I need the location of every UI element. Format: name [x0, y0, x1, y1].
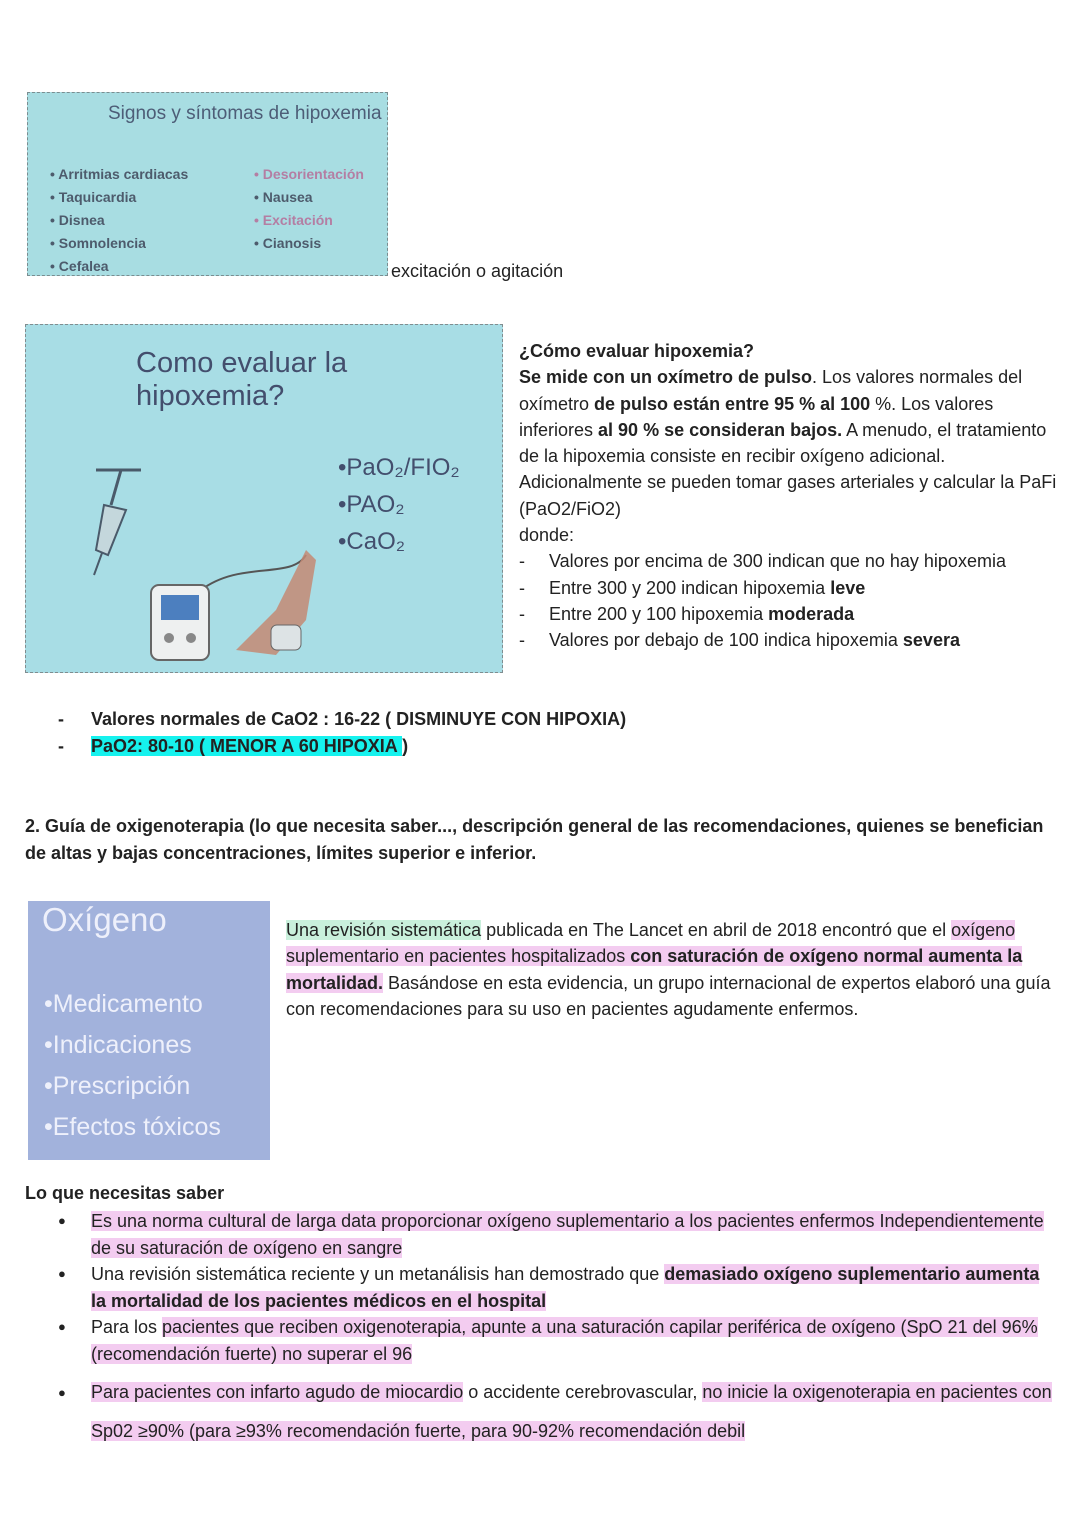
list-item: ● Es una norma cultural de larga data proporcionar oxígeno suplementario a los pacientes enfermos Independientemente de su saturación de oxígeno en sangre [58, 1208, 1058, 1261]
list-item: ● Una revisión sistemática reciente y un metanálisis han demostrado que demasiado oxígeno suplementario aumenta la mortalidad de los pacientes médicos en el hospital [58, 1261, 1058, 1314]
list-item: - Valores por encima de 300 indican que no hay hipoxemia [519, 548, 1059, 574]
slide3-title: Oxígeno [42, 901, 167, 938]
slide2-title: Como evaluar la hipoxemia? [136, 347, 348, 412]
list-item: - Valores normales de CaO2 : 16-22 ( DISMINUYE CON HIPOXIA) [58, 706, 958, 733]
list-item: •Efectos tóxicos [44, 1113, 221, 1141]
evaluation-text [519, 338, 1059, 654]
section-heading: 2. Guía de oxigenoterapia (lo que necesita saber..., descripción general de las recomendaciones, quienes se benefician de altas y bajas concentraciones, límites superior e inferior. [25, 816, 1044, 863]
slide-oxigeno [28, 901, 270, 1160]
slide-evaluar-hipoxemia [25, 324, 503, 673]
slide1-caption: excitación o agitación [391, 261, 564, 281]
list-item: • Cefalea [50, 258, 109, 274]
evaluation-paragraph: Se mide con un oxímetro de pulso. Los valores normales del oxímetro de pulso están entre 95 % al 100 %. Los valores inferiores al 90 % se consideran bajos. A menudo, el tratamiento de la hipoxemia consiste en recibir oxígeno adicional. [519, 367, 1047, 467]
list-item: • Excitación [254, 212, 333, 228]
list-item: •CaO₂ [338, 528, 406, 555]
list-item: - PaO2: 80-10 ( MENOR A 60 HIPOXIA ) [58, 733, 958, 760]
slide1-left-list [50, 163, 188, 278]
list-item: - Entre 300 y 200 indican hipoxemia leve [519, 575, 1059, 601]
list-item: - Entre 200 y 100 hipoxemia moderada [519, 601, 1059, 627]
syringe-icon [66, 460, 146, 580]
list-item: • Taquicardia [50, 189, 137, 205]
list-item: ● Para pacientes con infarto agudo de miocardio o accidente cerebrovascular, no inicie la oxigenoterapia en pacientes con Sp02 ≥90% (para ≥93% recomendación fuerte, para 90-92% recomendación debil [58, 1373, 1058, 1451]
pulse-oximeter-icon [141, 540, 341, 665]
lancet-paragraph: Una revisión sistemática publicada en The Lancet en abril de 2018 encontró que el oxígeno suplementario en pacientes hospitalizados con saturación de oxígeno normal aumenta la mortalidad. Basándose en esta evidencia, un grupo internacional de expertos elaboró una guía con recomendaciones para su uso en pacientes agudamente enfermos. [286, 920, 1051, 1019]
evaluation-heading: ¿Cómo evaluar hipoxemia? [519, 341, 755, 361]
evaluation-paragraph: donde: [519, 525, 575, 546]
slide1-title: Signos y síntomas de hipoxemia [108, 103, 382, 124]
list-item: • Disnea [50, 212, 105, 228]
slide1-right-list [254, 163, 364, 255]
list-item: • Desorientación [254, 166, 364, 182]
list-item: •Indicaciones [44, 1031, 192, 1059]
list-item: •Medicamento [44, 990, 203, 1018]
list-item: •Prescripción [44, 1072, 191, 1100]
list-item: •PaO₂/FIO₂ [338, 454, 460, 481]
slide-signos-sintomas [27, 92, 388, 276]
list-item: • Nausea [254, 189, 313, 205]
need-title: Lo que necesitas saber [25, 1183, 225, 1203]
list-item: ● Para los pacientes que reciben oxigenoterapia, apunte a una saturación capilar periférica de oxígeno (SpO 21 del 96% (recomendación fuerte) no superar el 96 [58, 1314, 1058, 1367]
slide3-list [44, 984, 221, 1148]
list-item: • Cianosis [254, 235, 322, 251]
list-item: - Valores por debajo de 100 indica hipoxemia severa [519, 627, 1059, 653]
slide2-list [338, 449, 460, 560]
cao-list [58, 706, 958, 760]
list-item: • Somnolencia [50, 235, 146, 251]
evaluation-paragraph: Adicionalmente se pueden tomar gases arteriales y calcular la PaFi (PaO2/FiO2) [519, 472, 1057, 519]
list-item: • Arritmias cardiacas [50, 166, 189, 182]
list-item: •PAO₂ [338, 491, 405, 518]
need-list [58, 1208, 1058, 1451]
